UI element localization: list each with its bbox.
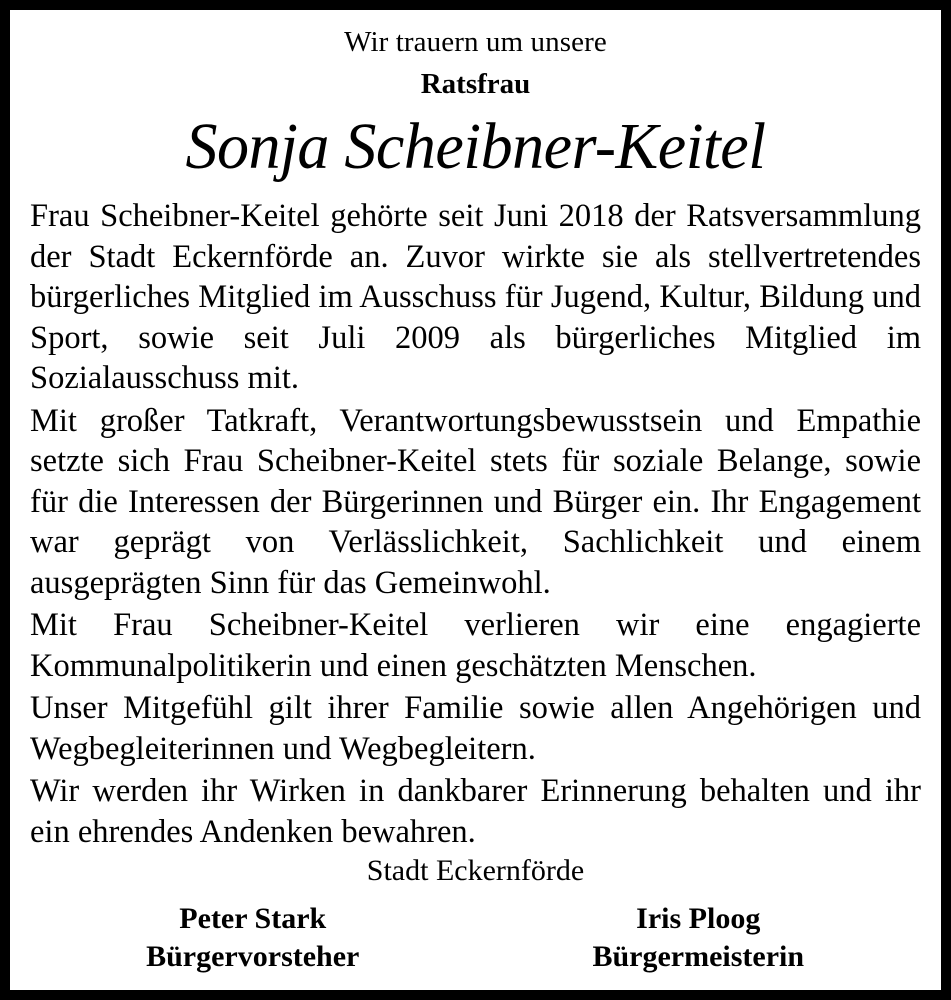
body-paragraph: Frau Scheibner-Keitel gehörte seit Juni 2018 der Ratsversammlung der Stadt Eckernförde an. Zuvor wirkte sie als stellvertretendes bürgerliches Mitglied im Ausschuss für Jugend, Kultur, Bildung und Sport, sowie seit Juli 2009 als bürgerliches Mitglied im Sozialausschuss mit. [30, 198, 921, 396]
notice-body [30, 196, 921, 852]
signers-row [30, 900, 921, 976]
signer-block [30, 900, 476, 976]
signer-name: Iris Ploog [636, 902, 761, 935]
body-paragraph: Unser Mitgefühl gilt ihrer Familie sowie allen Angehörigen und Wegbegleiterinnen und Wegbegleitern. [30, 690, 921, 767]
notice-inner-panel [10, 10, 941, 990]
body-paragraph: Mit Frau Scheibner-Keitel verlieren wir eine engagierte Kommunalpolitikerin und einen geschätzten Menschen. [30, 607, 921, 684]
signer-name: Peter Stark [179, 902, 327, 935]
issuing-organization: Stadt Eckernförde [366, 854, 585, 887]
mourning-lead-line: Wir trauern um unsere [344, 26, 607, 58]
signer-block [476, 900, 922, 976]
notice-header [30, 22, 921, 186]
deceased-name: Sonja Scheibner-Keitel [185, 110, 766, 183]
body-paragraph: Wir werden ihr Wirken in dankbarer Erinnerung behalten und ihr ein ehrendes Andenken bewahren. [30, 773, 921, 850]
signer-title: Bürgervorsteher [146, 940, 360, 973]
notice-footer [30, 852, 921, 982]
signer-title: Bürgermeisterin [592, 940, 805, 973]
body-paragraph: Mit großer Tatkraft, Verantwortungsbewusstsein und Empathie setzte sich Frau Scheibner-Keitel stets für soziale Belange, sowie für die Interessen der Bürgerinnen und Bürger ein. Ihr Engagement war geprägt von Verlässlichkeit, Sachlichkeit und einem ausgeprägten Sinn für das Gemeinwohl. [30, 402, 921, 601]
deceased-role: Ratsfrau [420, 68, 531, 100]
